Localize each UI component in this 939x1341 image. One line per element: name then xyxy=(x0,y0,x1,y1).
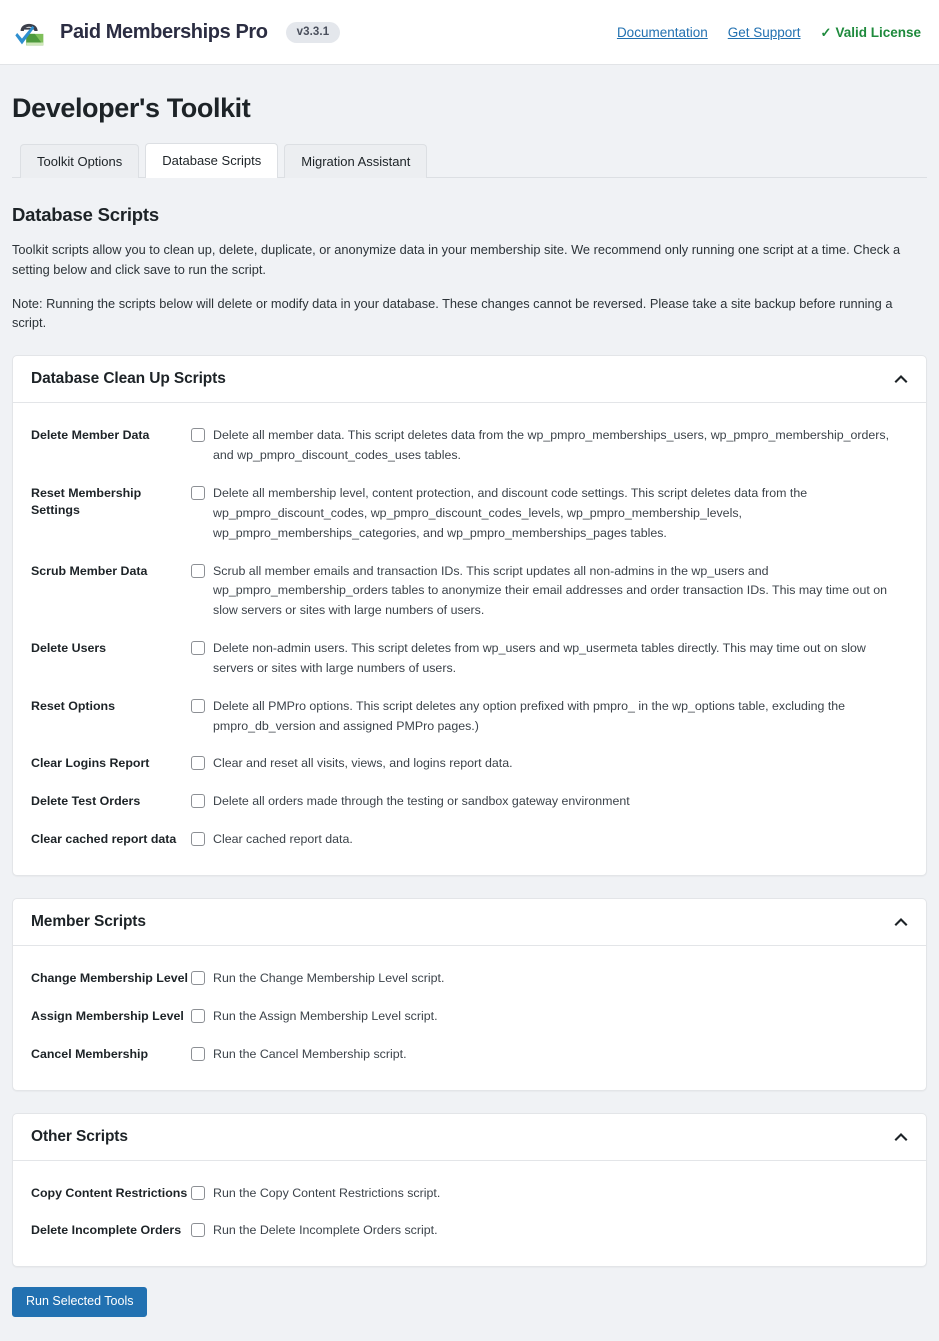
script-field[interactable] xyxy=(191,562,908,622)
script-description: Delete all PMPro options. This script deletes any option prefixed with pmpro_ in the wp_options table, excluding the pmpro_db_version and assigned PMPro pages.) xyxy=(213,698,846,733)
script-checkbox-clear-cached-report-data[interactable] xyxy=(191,832,205,846)
script-row xyxy=(13,1036,926,1074)
footer-actions xyxy=(0,1267,939,1341)
script-description: Delete non-admin users. This script deletes from wp_users and wp_usermeta tables directly. This may time out on slow servers or sites with large numbers of users. xyxy=(213,641,866,675)
script-description: Run the Assign Membership Level script. xyxy=(213,1008,438,1023)
script-row xyxy=(13,417,926,475)
pmpro-logo-icon xyxy=(12,13,50,51)
card-title: Database Clean Up Scripts xyxy=(31,370,226,388)
script-description: Clear and reset all visits, views, and logins report data. xyxy=(213,756,513,771)
script-checkbox-delete-member-data[interactable] xyxy=(191,428,205,442)
script-label: Delete Test Orders xyxy=(31,794,141,809)
script-field[interactable] xyxy=(191,1007,908,1027)
card-member-scripts xyxy=(12,898,927,1091)
script-label: Scrub Member Data xyxy=(31,563,148,578)
script-row xyxy=(13,1175,926,1213)
script-field[interactable] xyxy=(191,969,908,989)
note-text: Note: Running the scripts below will delete or modify data in your database. These changes cannot be reversed. Please take a site backup before running a script. xyxy=(12,295,893,331)
script-checkbox-delete-incomplete-orders[interactable] xyxy=(191,1223,205,1237)
script-description: Delete all orders made through the testing or sandbox gateway environment xyxy=(213,794,630,809)
script-field[interactable] xyxy=(191,754,908,774)
script-label: Change Membership Level xyxy=(31,970,188,985)
script-checkbox-cancel-membership[interactable] xyxy=(191,1047,205,1061)
brand xyxy=(12,13,340,51)
page-title: Developer's Toolkit xyxy=(12,93,251,123)
script-checkbox-clear-logins-report[interactable] xyxy=(191,756,205,770)
chevron-up-icon[interactable] xyxy=(894,915,908,929)
script-row xyxy=(13,688,926,746)
script-label: Reset Membership Settings xyxy=(31,486,142,517)
script-field[interactable] xyxy=(191,426,908,466)
script-label: Delete Member Data xyxy=(31,428,150,443)
documentation-link[interactable]: Documentation xyxy=(616,24,708,40)
app-header xyxy=(0,0,939,65)
header-links xyxy=(617,25,921,40)
tab-database-scripts[interactable]: Database Scripts xyxy=(145,143,278,178)
script-checkbox-delete-test-orders[interactable] xyxy=(191,794,205,808)
section-title: Database Scripts xyxy=(12,204,159,225)
card-header[interactable] xyxy=(13,356,926,403)
tab-toolkit-options[interactable]: Toolkit Options xyxy=(20,144,139,178)
script-label: Clear Logins Report xyxy=(31,756,150,771)
version-badge: v3.3.1 xyxy=(286,22,341,43)
script-row xyxy=(13,783,926,821)
chevron-up-icon[interactable] xyxy=(894,1130,908,1144)
script-checkbox-scrub-member-data[interactable] xyxy=(191,564,205,578)
card-header[interactable] xyxy=(13,899,926,946)
license-status-badge xyxy=(821,25,921,40)
chevron-up-icon[interactable] xyxy=(894,372,908,386)
tab-bar xyxy=(12,142,927,178)
script-description: Clear cached report data. xyxy=(213,832,353,847)
script-label: Copy Content Restrictions xyxy=(31,1185,188,1200)
script-checkbox-assign-membership-level[interactable] xyxy=(191,1009,205,1023)
card-database-clean-up-scripts xyxy=(12,355,927,876)
script-description: Delete all membership level, content protection, and discount code settings. This script deletes data from the wp_pmpro_discount_codes, wp_pmpro_discount_codes_levels, wp_pmpro_membership_levels, wp_pmpro_memberships_categories, and wp_pmpro_memberships_pages tables. xyxy=(213,486,808,540)
script-row xyxy=(13,998,926,1036)
script-field[interactable] xyxy=(191,1184,908,1204)
script-description: Delete all member data. This script deletes data from the wp_pmpro_memberships_users, wp_pmpro_membership_orders, and wp_pmpro_discount_codes_uses tables. xyxy=(213,428,890,463)
script-row xyxy=(13,475,926,553)
script-row xyxy=(13,745,926,783)
script-field[interactable] xyxy=(191,697,908,737)
script-label: Delete Incomplete Orders xyxy=(31,1223,182,1238)
script-field[interactable] xyxy=(191,484,908,544)
script-row xyxy=(13,960,926,998)
script-description: Scrub all member emails and transaction IDs. This script updates all non-admins in the wp_users and wp_pmpro_membership_orders tables to anonymize their email addresses and order transaction IDs. This may time out on slow servers or sites with large numbers of users. xyxy=(213,563,888,618)
card-header[interactable] xyxy=(13,1114,926,1161)
script-label: Cancel Membership xyxy=(31,1046,149,1061)
tab-migration-assistant[interactable]: Migration Assistant xyxy=(284,144,427,178)
brand-name: Paid Memberships Pro xyxy=(60,20,268,43)
script-checkbox-reset-membership-settings[interactable] xyxy=(191,486,205,500)
license-status-label: Valid License xyxy=(835,24,921,40)
intro-text: Toolkit scripts allow you to clean up, delete, duplicate, or anonymize data in your membership site. We recommend only running one script at a time. Check a setting below and click save to run the script. xyxy=(12,242,901,277)
run-selected-tools-button[interactable]: Run Selected Tools xyxy=(12,1287,147,1317)
script-description: Run the Cancel Membership script. xyxy=(213,1046,407,1061)
card-body xyxy=(13,403,926,875)
script-field[interactable] xyxy=(191,830,908,850)
script-row xyxy=(13,630,926,688)
card-other-scripts xyxy=(12,1113,927,1268)
page-content xyxy=(0,93,939,1267)
card-title: Other Scripts xyxy=(31,1127,128,1145)
script-row xyxy=(13,1212,926,1250)
check-icon: ✓ xyxy=(820,24,832,40)
script-label: Clear cached report data xyxy=(31,832,177,847)
script-label: Delete Users xyxy=(31,641,107,656)
script-field[interactable] xyxy=(191,1221,908,1241)
script-description: Run the Change Membership Level script. xyxy=(213,970,445,985)
script-row xyxy=(13,821,926,859)
script-label: Assign Membership Level xyxy=(31,1008,184,1023)
script-checkbox-copy-content-restrictions[interactable] xyxy=(191,1186,205,1200)
script-field[interactable] xyxy=(191,1045,908,1065)
script-field[interactable] xyxy=(191,639,908,679)
script-description: Run the Delete Incomplete Orders script. xyxy=(213,1223,438,1238)
card-title: Member Scripts xyxy=(31,912,146,930)
get-support-link[interactable]: Get Support xyxy=(727,24,801,40)
card-body xyxy=(13,946,926,1090)
script-checkbox-delete-users[interactable] xyxy=(191,641,205,655)
script-description: Run the Copy Content Restrictions script. xyxy=(213,1185,441,1200)
script-field[interactable] xyxy=(191,792,908,812)
script-label: Reset Options xyxy=(31,698,115,713)
script-checkbox-change-membership-level[interactable] xyxy=(191,971,205,985)
script-row xyxy=(13,553,926,631)
card-body xyxy=(13,1161,926,1267)
script-checkbox-reset-options[interactable] xyxy=(191,699,205,713)
